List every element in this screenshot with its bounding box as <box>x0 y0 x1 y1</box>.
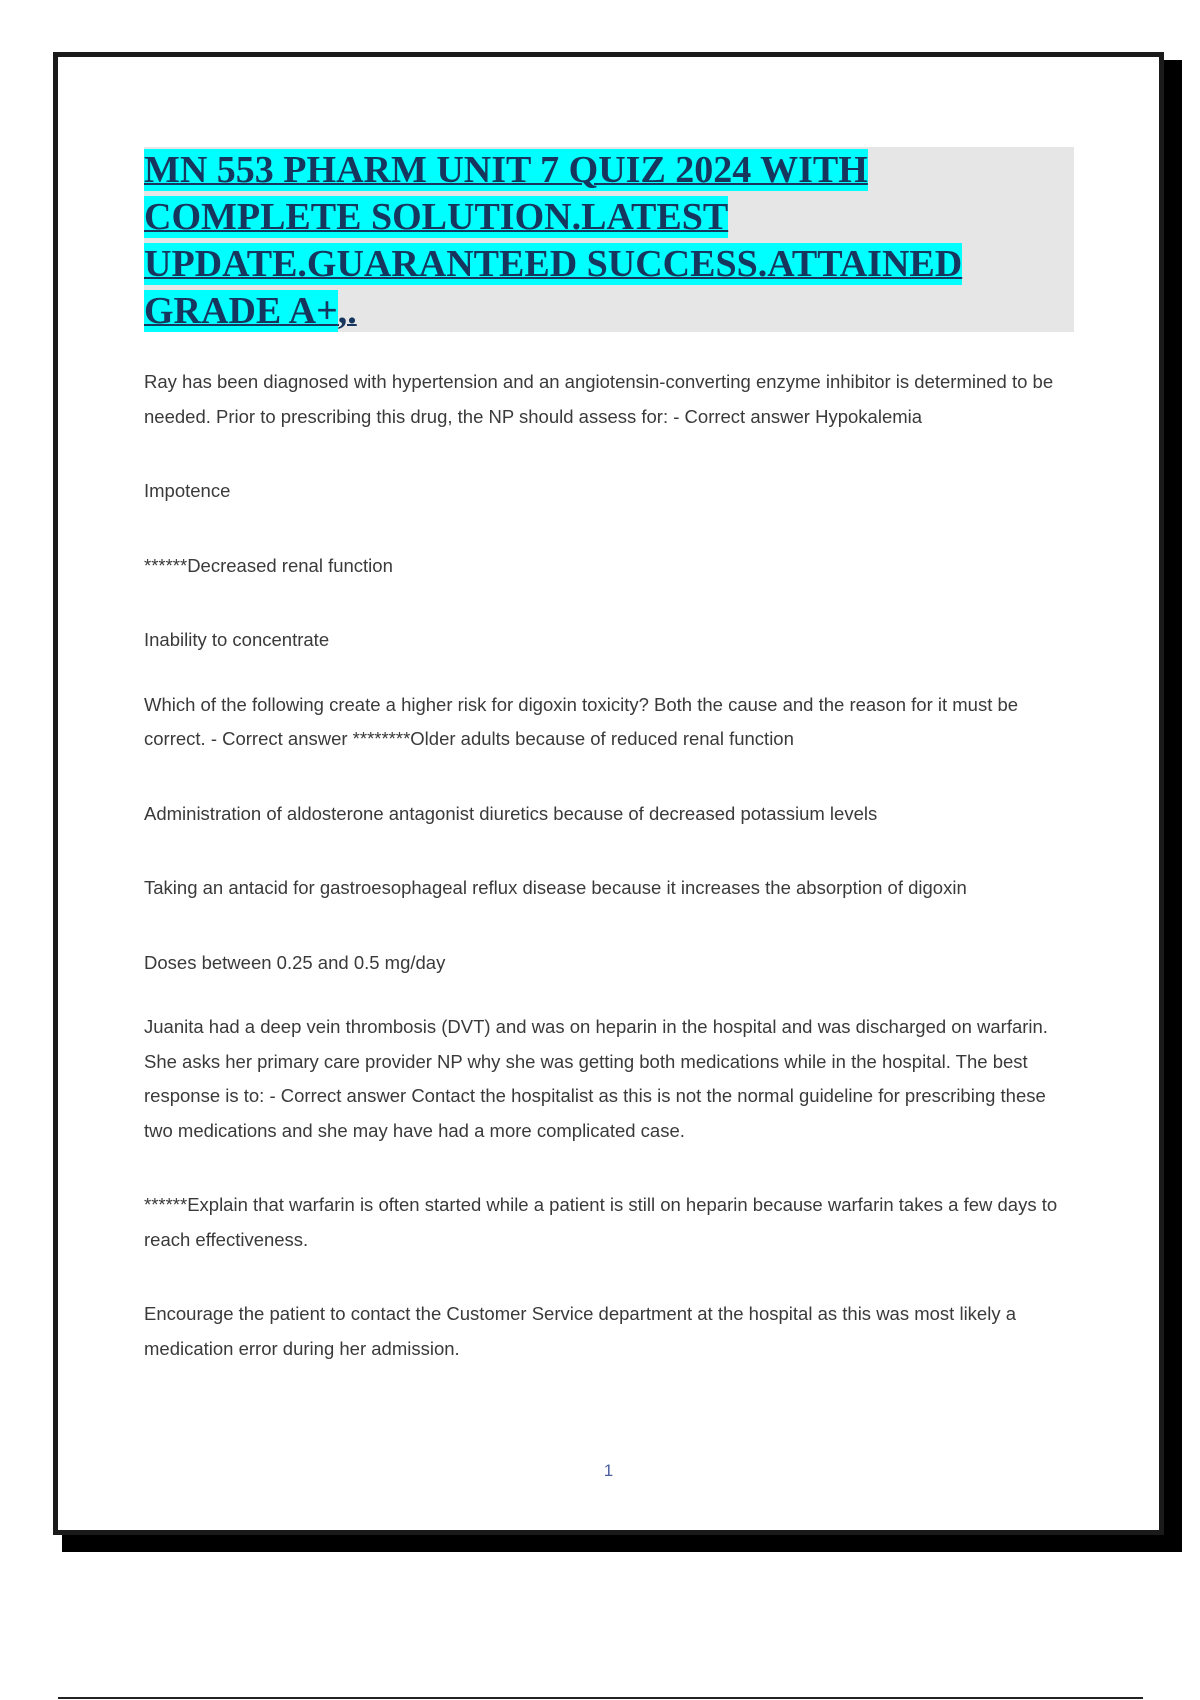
question-1-option: ******Decreased renal function <box>144 554 393 576</box>
page-number: 1 <box>603 1461 614 1480</box>
question-3-option: Encourage the patient to contact the Customer Service department at the hospital as this was most likely a medication error during her admission. <box>144 1303 1017 1359</box>
question-1-text: Ray has been diagnosed with hypertension and an angiotensin-converting enzyme inhibitor is determined to be needed. Prior to prescribing this drug, the NP should assess for: - Correct answer Hypokalemia <box>144 371 1054 427</box>
question-1-option: Impotence <box>144 480 231 501</box>
title-line-1: MN 553 PHARM UNIT 7 QUIZ 2024 WITH <box>144 149 868 191</box>
question-2-option: Administration of aldosterone antagonist diuretics because of decreased potassium levels <box>144 802 878 824</box>
document-page <box>53 52 1164 1535</box>
title-line-4-suffix: ,. <box>337 290 357 332</box>
question-3-text: Juanita had a deep vein thrombosis (DVT) and was on heparin in the hospital and was discharged on warfarin. She asks her primary care provider NP why she was getting both medications while in the hospital. The best response is to: - Correct answer Contact the hospitalist as this is not the normal guideline for prescribing these two medications and she may have had a more complicated case. <box>144 1016 1048 1141</box>
document-body <box>144 365 1074 1366</box>
title-line-2: COMPLETE SOLUTION.LATEST <box>144 196 729 238</box>
title-line-3: UPDATE.GUARANTEED SUCCESS.ATTAINED <box>144 243 963 285</box>
question-1-option: Inability to concentrate <box>144 629 330 650</box>
title-block <box>144 147 1074 332</box>
question-2-option: Taking an antacid for gastroesophageal reflux disease because it increases the absorption of digoxin <box>144 877 967 898</box>
title-line-4: GRADE A+ <box>144 290 338 332</box>
question-3-option: ******Explain that warfarin is often started while a patient is still on heparin because warfarin takes a few days to reach effectiveness. <box>144 1194 1058 1250</box>
document-title <box>144 147 1074 335</box>
next-page-edge <box>58 1697 1143 1699</box>
question-2-text: Which of the following create a higher risk for digoxin toxicity? Both the cause and the reason for it must be correct. - Correct answer ********Older adults because of reduced renal function <box>144 693 1019 749</box>
question-2-option: Doses between 0.25 and 0.5 mg/day <box>144 951 446 973</box>
